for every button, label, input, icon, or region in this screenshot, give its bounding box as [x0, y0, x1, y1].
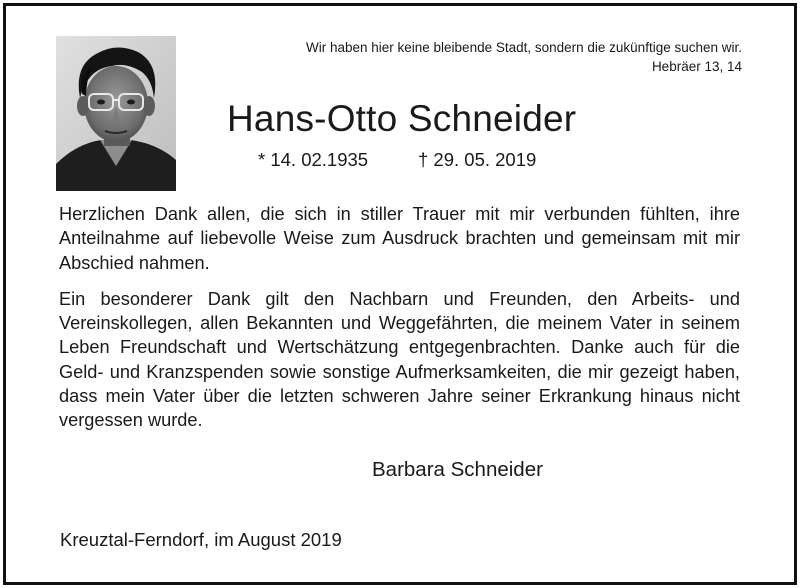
- death-date: † 29. 05. 2019: [418, 149, 537, 170]
- birth-date: * 14. 02.1935: [258, 149, 369, 170]
- bible-quote: [202, 38, 742, 76]
- quote-text: Wir haben hier keine bleibende Stadt, sondern die zukünftige suchen wir.: [305, 40, 742, 55]
- life-dates: [258, 148, 537, 172]
- portrait-photo: [56, 36, 176, 191]
- quote-source: Hebräer 13, 14: [651, 59, 742, 74]
- thank-you-text: [59, 202, 740, 445]
- place-and-date: Kreuztal-Ferndorf, im August 2019: [60, 529, 342, 550]
- signature: Barbara Schneider: [372, 458, 543, 481]
- thank-you-paragraph-1: Herzlichen Dank allen, die sich in stiller Trauer mit mir verbunden fühlten, ihre Anteilnahme auf liebevolle Weise zum Ausdruck brachten und gemeinsam mit mir Abschied nahmen.: [59, 204, 740, 273]
- thank-you-paragraph-2: Ein besonderer Dank gilt den Nachbarn und Freunden, den Arbeits- und Vereinskollegen, allen Bekannten und Weggefährten, die meinem Vater in seinem Leben Freundschaft und Wertschätzung entgegenbrachten. Danke auch für die Geld- und Kranzspenden sowie sonstige Aufmerksamkeiten, die mir gezeigt haben, dass mein Vater über die letzten schweren Jahre seiner Erkrankung hinaus nicht vergessen wurde.: [59, 288, 740, 431]
- deceased-name: Hans-Otto Schneider: [227, 98, 577, 139]
